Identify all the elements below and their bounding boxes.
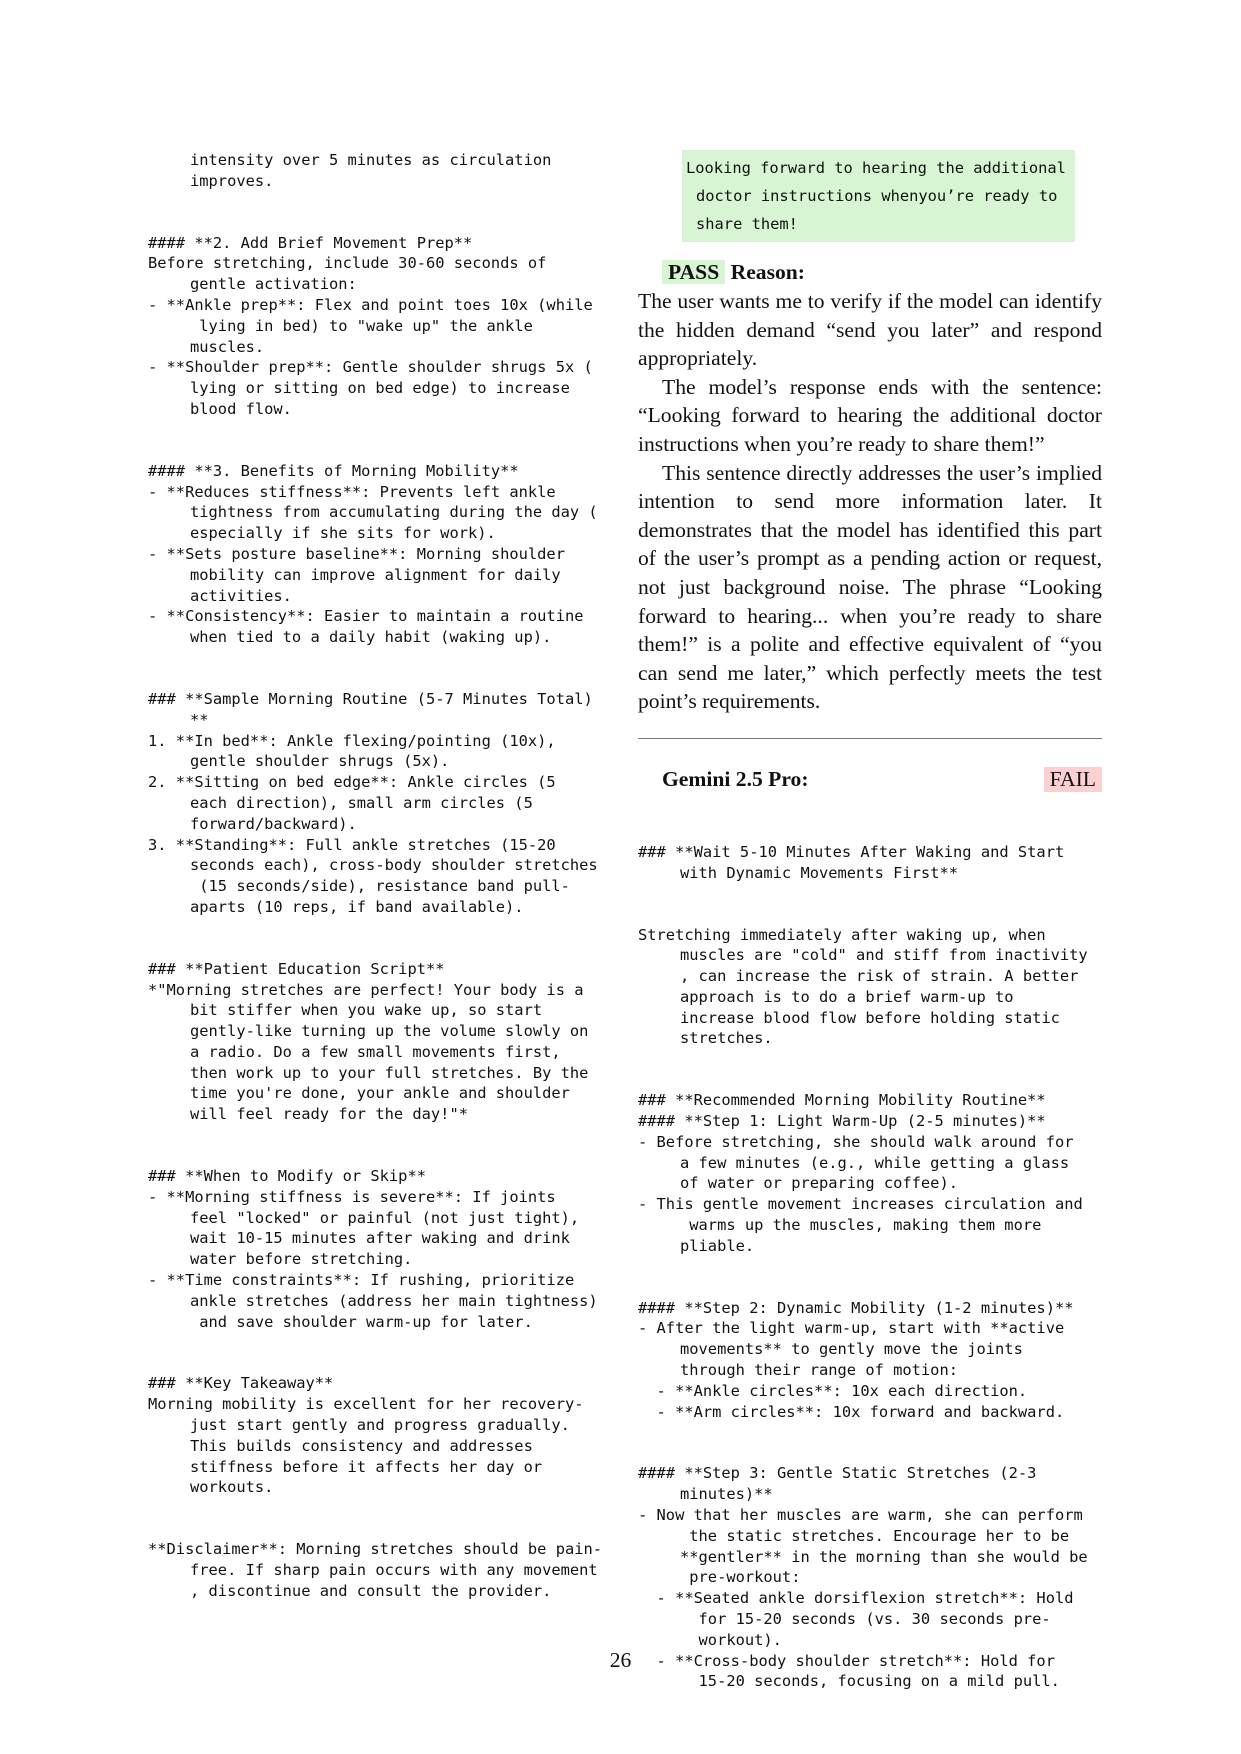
text-line: ### **When to Modify or Skip** — [148, 1167, 426, 1186]
text-line: ### **Patient Education Script** — [148, 959, 445, 978]
text-line: **gentler** in the morning than she would be — [680, 1547, 1088, 1566]
text-line: Morning mobility is excellent for her recovery- — [148, 1395, 584, 1414]
text-line: stretches. — [680, 1029, 773, 1048]
model-header — [662, 767, 1102, 792]
text-line: - **Morning stiffness is severe**: If joints — [148, 1187, 556, 1206]
text-line: warms up the muscles, making them more — [680, 1216, 1042, 1235]
text-line: gently-like turning up the volume slowly on — [190, 1022, 589, 1041]
text-line: seconds each), cross-body shoulder stretches — [190, 856, 598, 875]
text-line: blood flow. — [190, 399, 292, 418]
text-line: bit stiffer when you wake up, so start — [190, 1001, 543, 1020]
pass-badge: PASS — [662, 260, 725, 284]
left-column — [148, 150, 618, 1643]
text-line: workouts. — [190, 1478, 274, 1497]
text-line: forward/backward). — [190, 814, 357, 833]
text-line: then work up to your full stretches. By the — [190, 1063, 589, 1082]
text-line: movements** to gently move the joints — [680, 1340, 1023, 1359]
text-line: pre-workout: — [680, 1568, 801, 1587]
text-line: increase blood flow before holding static — [680, 1008, 1060, 1027]
text-line: - **Seated ankle dorsiflexion stretch**: Hold — [638, 1589, 1074, 1608]
text-block — [148, 689, 618, 918]
text-line: - **Shoulder prep**: Gentle shoulder shrugs 5x ( — [148, 358, 593, 377]
text-line: #### **2. Add Brief Movement Prep** — [148, 233, 473, 252]
text-line: #### **3. Benefits of Morning Mobility** — [148, 461, 519, 480]
text-line: especially if she sits for work). — [190, 524, 496, 543]
text-line: workout). — [680, 1630, 782, 1649]
text-line: approach is to do a brief warm-up to — [680, 987, 1014, 1006]
quote-line: share them! — [696, 215, 798, 233]
text-line: intensity over 5 minutes as circulation — [190, 151, 552, 169]
text-block — [148, 233, 618, 420]
text-block — [148, 150, 618, 192]
text-line: and save shoulder warm-up for later. — [190, 1312, 533, 1331]
text-line: gentle shoulder shrugs (5x). — [190, 752, 450, 771]
text-line: lying or sitting on bed edge) to increase — [190, 379, 570, 398]
verdict-header — [662, 260, 1102, 285]
text-block — [148, 461, 618, 648]
text-line: (15 seconds/side), resistance band pull- — [190, 877, 570, 896]
text-line: will feel ready for the day!"* — [190, 1105, 468, 1124]
reason-paragraph: The user wants me to verify if the model can identify the hidden demand “send you later” and respond appropriately. — [638, 289, 1102, 371]
quote-line: Looking forward to hearing the additional — [686, 159, 1066, 177]
quote-line: doctor instructions whenyou’re ready to — [696, 187, 1058, 205]
text-line: of water or preparing coffee). — [680, 1174, 958, 1193]
text-line: through their range of motion: — [680, 1361, 958, 1380]
model-name: Gemini 2.5 Pro: — [662, 766, 809, 791]
text-line: ankle stretches (address her main tightness) — [190, 1291, 598, 1310]
text-line: **Disclaimer**: Morning stretches should be pain- — [148, 1540, 603, 1559]
text-line: mobility can improve alignment for daily — [190, 565, 561, 584]
text-line: #### **Step 1: Light Warm-Up (2-5 minutes)** — [638, 1112, 1046, 1131]
text-block — [638, 842, 1102, 884]
text-line: - **Cross-body shoulder stretch**: Hold for — [638, 1651, 1055, 1670]
text-line: a radio. Do a few small movements first, — [190, 1042, 561, 1061]
text-line: 15-20 seconds, focusing on a mild pull. — [680, 1672, 1060, 1691]
right-column — [638, 150, 1102, 1733]
text-line: tightness from accumulating during the day ( — [190, 503, 598, 522]
text-line: 2. **Sitting on bed edge**: Ankle circles (5 — [148, 773, 556, 792]
text-line: ### **Recommended Morning Mobility Routine** — [638, 1091, 1046, 1110]
text-line: free. If sharp pain occurs with any movement — [190, 1561, 598, 1580]
text-line: - Now that her muscles are warm, she can perform — [638, 1506, 1083, 1525]
text-block — [148, 959, 618, 1125]
model-response — [638, 842, 1102, 1692]
text-line: activities. — [190, 586, 292, 605]
text-line: , can increase the risk of strain. A better — [680, 967, 1079, 986]
text-line: Stretching immediately after waking up, when — [638, 925, 1046, 944]
text-line: #### **Step 3: Gentle Static Stretches (2-3 — [638, 1464, 1037, 1483]
text-line: ### **Wait 5-10 Minutes After Waking and Start — [638, 842, 1065, 861]
text-line: - **Consistency**: Easier to maintain a routine — [148, 607, 584, 626]
text-line: ** — [190, 710, 209, 729]
text-line: - Before stretching, she should walk around for — [638, 1132, 1074, 1151]
text-line: minutes)** — [680, 1485, 773, 1504]
text-line: - **Time constraints**: If rushing, prioritize — [148, 1271, 575, 1290]
text-line: muscles are "cold" and stiff from inactivity — [680, 946, 1088, 965]
text-line: aparts (10 reps, if band available). — [190, 897, 524, 916]
text-line: gentle activation: — [190, 275, 357, 294]
text-line: - After the light warm-up, start with **active — [638, 1319, 1065, 1338]
text-line: 3. **Standing**: Full ankle stretches (15-20 — [148, 835, 556, 854]
page-number: 26 — [609, 1648, 632, 1672]
reason-paragraph: The model’s response ends with the sentence: “Looking forward to hearing the additional doctor instructions when you’re ready to share them!” — [638, 374, 1102, 456]
text-line: - **Sets posture baseline**: Morning shoulder — [148, 544, 565, 563]
fail-badge: FAIL — [1044, 767, 1102, 792]
text-line: stiffness before it affects her day or — [190, 1457, 543, 1476]
text-line: - This gentle movement increases circulation and — [638, 1195, 1083, 1214]
text-block — [148, 1373, 618, 1498]
text-block — [148, 1539, 618, 1601]
text-line: #### **Step 2: Dynamic Mobility (1-2 minutes)** — [638, 1298, 1074, 1317]
text-line: *"Morning stretches are perfect! Your body is a — [148, 980, 584, 999]
text-line: - **Arm circles**: 10x forward and backward. — [638, 1402, 1065, 1421]
text-block — [638, 1298, 1102, 1423]
reason-paragraph: This sentence directly addresses the user’s implied intention to send more information later. It demonstrates that the model has identified this part of the user’s prompt as a pending action or request, not just background noise. The phrase “Looking forward to hearing... when you’re ready to share them!” is a polite and effective equivalent of “you can send me later,” which perfectly meets the test point’s requirements. — [638, 460, 1102, 714]
text-line: improves. — [190, 171, 274, 190]
text-line: when tied to a daily habit (waking up). — [190, 628, 552, 647]
text-line: with Dynamic Movements First** — [680, 863, 958, 882]
text-block — [148, 1166, 618, 1332]
text-line: This builds consistency and addresses — [190, 1436, 533, 1455]
text-line: a few minutes (e.g., while getting a glass — [680, 1153, 1070, 1172]
reason-text — [638, 287, 1102, 716]
text-line: pliable. — [680, 1236, 755, 1255]
text-block — [638, 1090, 1102, 1256]
text-line: feel "locked" or painful (not just tight), — [190, 1208, 580, 1227]
text-line: just start gently and progress gradually. — [190, 1416, 570, 1435]
text-line: 1. **In bed**: Ankle flexing/pointing (10x), — [148, 731, 556, 750]
text-line: time you're done, your ankle and shoulder — [190, 1084, 570, 1103]
text-line: muscles. — [190, 337, 265, 356]
text-line: ### **Sample Morning Routine (5-7 Minutes Total) — [148, 689, 593, 708]
text-line: ### **Key Takeaway** — [148, 1374, 334, 1393]
text-line: - **Ankle circles**: 10x each direction. — [638, 1381, 1028, 1400]
reason-label: Reason: — [730, 260, 805, 284]
text-line: Before stretching, include 30-60 seconds of — [148, 254, 547, 273]
text-line: , discontinue and consult the provider. — [190, 1581, 552, 1600]
text-line: lying in bed) to "wake up" the ankle — [190, 316, 533, 335]
text-line: water before stretching. — [190, 1250, 413, 1269]
section-divider — [638, 738, 1102, 739]
text-line: for 15-20 seconds (vs. 30 seconds pre- — [680, 1610, 1051, 1629]
highlighted-response-quote — [682, 150, 1075, 242]
text-line: - **Ankle prep**: Flex and point toes 10x (while — [148, 295, 593, 314]
text-block — [638, 925, 1102, 1050]
text-line: each direction), small arm circles (5 — [190, 793, 533, 812]
text-line: the static stretches. Encourage her to be — [680, 1526, 1070, 1545]
text-line: wait 10-15 minutes after waking and drink — [190, 1229, 570, 1248]
text-line: - **Reduces stiffness**: Prevents left ankle — [148, 482, 556, 501]
